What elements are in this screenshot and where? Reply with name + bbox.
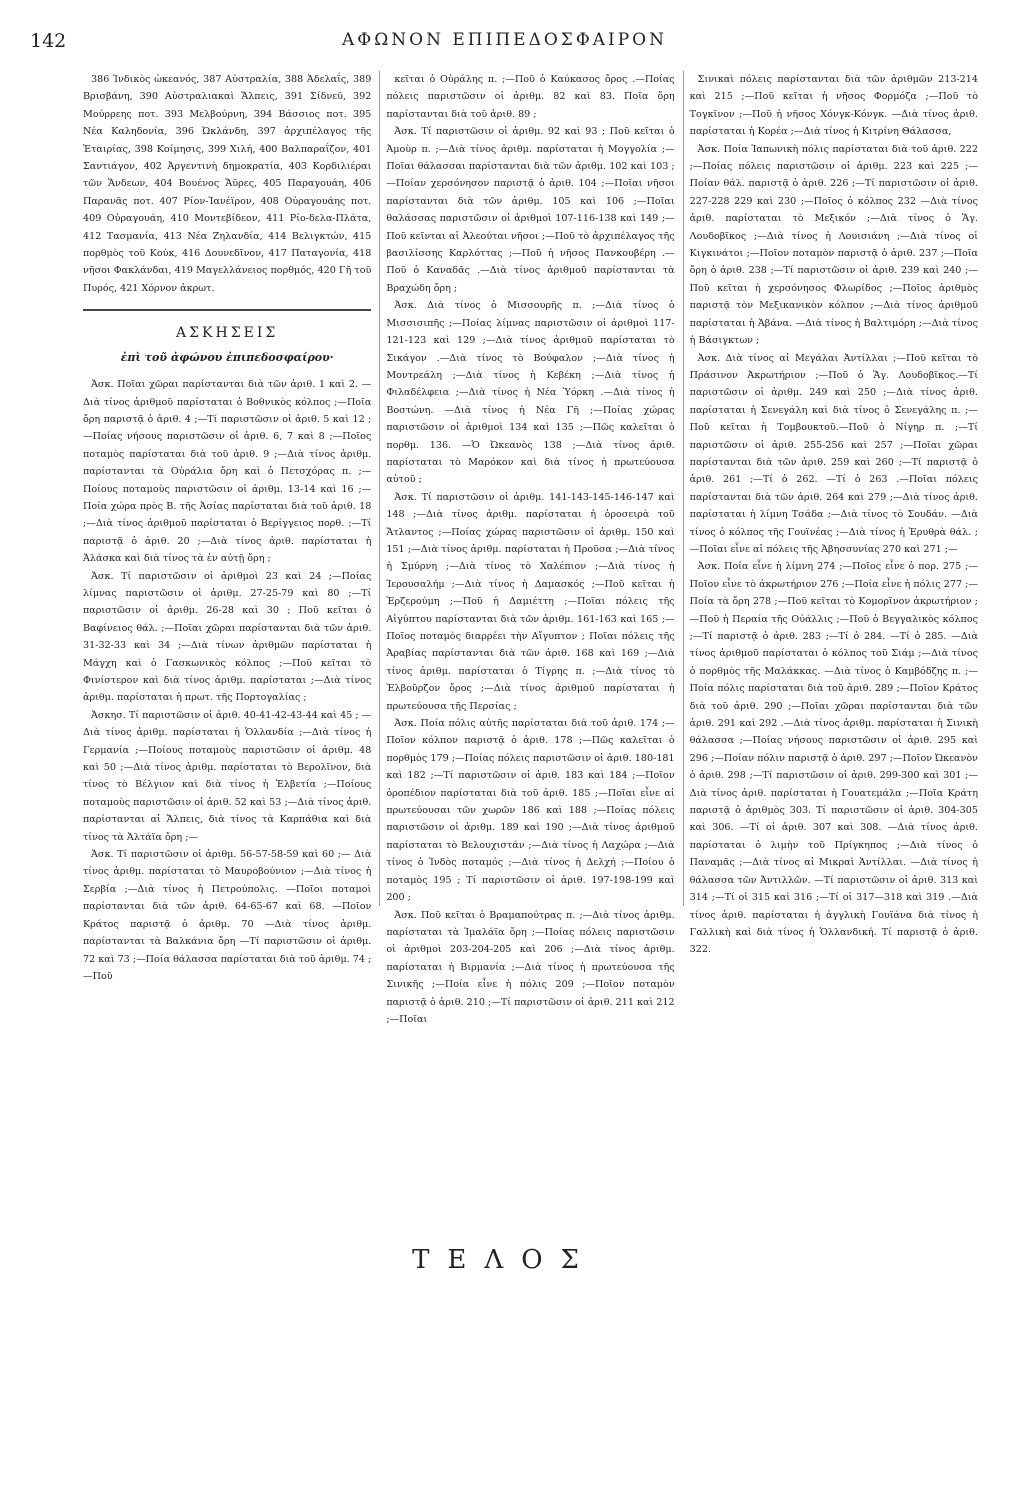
end-word: ΤΕΛΟΣ <box>412 1245 597 1275</box>
exercise-paragraph: Ἀσκ. Ποῖαι χῶραι παρίστανται διὰ τῶν ἀριθ. 1 καὶ 2. —Διὰ τίνος ἀριθμοῦ παρίσταται ὁ Βοθνικὸς κόλπος ;—Ποῖα ὄρη παριστᾷ ὁ ἀριθ. 4 ;—Τί παριστῶσιν οἱ ἀριθ. 5 καὶ 12 ;—Ποίας νήσους παριστῶσιν οἱ ἀριθ. 6, 7 καὶ 8 ;—Ποῖος ποταμὸς παρίσταται διὰ τοῦ ἀριθ. 9 ;—Διὰ τίνος ἀριθμ. παρίστανται τὰ Οὐράλια ὄρη καὶ ὁ Πετσχόρας π. ;—Ποίους ποταμοὺς παριστῶσιν οἱ ἀριθμ. 13-14 καὶ 16 ;—Ποία χώρα πρὸς Β. τῆς Ἀσίας παρίσταται διὰ τοῦ ἀριθ. 18 ;—Διὰ τίνος ἀριθμοῦ παρίσταται ὁ Βερίγγειος πορθ. ;—Τί παριστᾷ ὁ ἀριθ. 20 ;—Διὰ τίνος ἀριθ. παρίσταται ἡ Ἀλάσκα καὶ διὰ τίνος τὰ ἐν αὐτῇ ὄρη ; <box>83 379 372 565</box>
exercise-paragraph: Ἀσκ. Τί παριστῶσιν οἱ ἀριθμ. 56-57-58-59 καὶ 60 ;— Διὰ τίνος ἀριθμ. παρίσταται τὸ Μαυροβούνιον ;—Διὰ τίνος ἡ Σερβία ;—Διὰ τίνος ἡ Πετρούπολις. —Ποῖοι ποταμοὶ παρίστανται διὰ τῶν ἀριθ. 64-65-67 καὶ 68. —Ποῖον Κράτος παριστᾷ ὁ ἀριθμ. 70 —Διὰ τίνος ἀριθμ. παρίστανται τὰ Βαλκάνια ὄρη —Τί παριστῶσιν οἱ ἀριθμ. 72 καὶ 73 ;—Ποία θάλασσα παρίσταται διὰ τοῦ ἀριθμ. 74 ;—Ποῦ <box>83 849 372 982</box>
exercise-paragraph: Ἀσκ. Τί παριστῶσιν οἱ ἀριθμ. 92 καὶ 93 ; Ποῦ κεῖται ὁ Ἀμοὺρ π. ;—Διὰ τίνος ἀριθμ. παρίσταται ἡ Μογγολία ;—Ποῖαι θάλασσαι παρίστανται διὰ τῶν ἀριθμ. 102 καὶ 103 ;—Ποίαν χερσόνησον παριστᾷ ὁ ἀριθ. 104 ;—Ποῖαι νῆσοι παρίστανται διὰ τῶν ἀριθμ. 105 καὶ 106 ;—Ποῖαι θαλάσσας παριστῶσιν οἱ ἀριθμοὶ 107-116-138 καὶ 149 ;—Ποῦ κεῖνται αἱ Ἀλεούται νῆσοι ;—Ποῦ τὸ ἀρχιπέλαγος τῆς βασιλίσσης Καρλόττας ;—Ποῦ ἡ νῆσος Πανκουβέρη .—Ποῦ ὁ Καναδᾶς .—Διὰ τίνος ἀριθμοῦ παρίστανται τὰ Βραχώδη ὄρη ; <box>386 126 675 294</box>
exercise-paragraph: Ἀσκησ. Τί παριστῶσιν οἱ ἀριθ. 40-41-42-43-44 καὶ 45 ; — Διὰ τίνος ἀριθμ. παρίσταται ἡ Ὁλλανδία ;—Διὰ τίνος ἡ Γερμανία ;—Ποίους ποταμοὺς παριστῶσιν οἱ ἀριθμ. 48 καὶ 50 ;—Διὰ τίνος ἀριθμ. παρίσταται τὸ Βερολῖνον, διὰ τίνος τὸ Βέλγιον καὶ διὰ τίνος ἡ Ἑλβετία ;—Ποίους ποταμοὺς παριστῶσιν οἱ ἀριθ. 52 καὶ 53 ;—Διὰ τίνος ἀριθ. παρίστανται αἱ Ἄλπεις, διὰ τίνος τὰ Καρπάθια καὶ διὰ τίνος τὰ Ἀλτάϊα ὄρη ;— <box>83 709 372 843</box>
exercise-paragraph: Σινικαὶ πόλεις παρίστανται διὰ τῶν ἀριθμῶν 213-214 καὶ 215 ;—Ποῦ κεῖται ἡ νῆσος Φορμόζα ;—Ποῦ τὸ Τογκῖνον ;—Ποῦ ἡ νῆσος Χόνγκ-Κόνγκ. —Διὰ τίνος ἀριθ. παρίσταται ἡ Κορέα ;—Διὰ τίνος ἡ Κιτρίνη Θάλασσα, <box>689 74 978 138</box>
section-subtitle: ἐπὶ τοῦ ἀφώνου ἐπιπεδοσφαίρου· <box>120 350 334 364</box>
section-title: ΑΣΚΗΣΕΙΣ <box>176 325 279 342</box>
exercise-paragraph: Ἀσκ. Ποία εἶνε ἡ λίμνη 274 ;—Ποῖος εἶνε ὁ πορ. 275 ;—Ποῖον εἶνε τὸ ἀκρωτήριον 276 ;—Ποία εἶνε ἡ πόλις 277 ;—Ποία τὰ ὄρη 278 ;—Ποῦ κεῖται τὸ Κομορῖνον ἀκρωτήριον ;—Ποῦ ἡ Περαία τῆς Οὐάλλις ;—Ποῦ ὁ Βεγγαλικὸς κόλπος ;—Τί παριστᾷ ὁ ἀριθ. 283 ;—Τί ὁ 284. —Τί ὁ 285. —Διὰ τίνος ἀριθμοῦ παρίσταται ὁ κόλπος τοῦ Σιάμ ;—Διὰ τίνος ὁ πορθμὸς τῆς Μαλάκκας. —Διὰ τίνος ὁ Καμβόδζης π. ;—Ποία πόλις παρίσταται διὰ τοῦ ἀριθ. 289 ;—Ποῖον Κράτος διὰ τοῦ ἀριθ. 290 ;—Ποῖαι χῶραι παρίστανται διὰ τῶν ἀριθ. 291 καὶ 292 .—Διὰ τίνος ἀριθμ. παρίσταται ἡ Σινικὴ θάλασσα ;—Ποίας νήσους παριστῶσιν οἱ ἀριθ. 295 καὶ 296 ;—Ποίαν πόλιν παριστᾷ ὁ ἀριθ. 297 ;—Ποῖον Ὠκεανὸν ὁ ἀριθ. 298 ;—Τί παριστῶσιν οἱ ἀριθ. 299-300 καὶ 301 ;—Διὰ τίνος ἀριθ. παρίσταται ἡ Γουατεμάλα ;—Ποῖα Κράτη παριστᾷ ὁ ἀριθμὸς 303. Τί παριστῶσιν οἱ ἀριθ. 304-305 καὶ 306. —Τί οἱ ἀριθ. 307 καὶ 308. —Διὰ τίνος ἀριθ. παρίσταται ὁ λιμὴν τοῦ Πρίγκηπος ;—Διὰ τίνος ὁ Παναμᾶς ;—Διὰ τίνος αἱ Μικραὶ Ἀντίλλαι. —Διὰ τίνος ἡ θάλασσα τῶν Ἀντιλλῶν. —Τί παριστῶσιν οἱ ἀριθ. 313 καὶ 314 ;—Τί οἱ 315 καὶ 316 ;—Τί οἱ 317—318 καὶ 319 .—Διὰ τίνος ἀριθ. παρίσταται ἡ ἀγγλικὴ Γουϊάνα διὰ τίνος ἡ Γαλλικὴ καὶ διὰ τίνος ἡ Ὁλλανδική. Τί παριστᾷ ὁ ἀριθ. 322. <box>689 561 978 956</box>
exercise-paragraph: Ἀσκ. Ποία Ἰαπωνικὴ πόλις παρίσταται διὰ τοῦ ἀριθ. 222 ;—Ποίας πόλεις παριστῶσιν οἱ ἀριθμ. 223 καὶ 225 ;—Ποίαν θάλ. παριστᾷ ὁ ἀριθ. 226 ;—Τί παριστῶσιν οἱ ἀριθ. 227-228 229 καὶ 230 ;—Ποῖος ὁ κόλπος 232 —Διὰ τίνος ἀριθ. παρίσταται τὸ Μεξικόν ;—Διὰ τίνος ὁ Ἅγ. Λουδοβῖκος ;—Διὰ τίνος ἡ Λουισιάνη ;—Διὰ τίνος οἱ Κιγκινάτοι ;—Ποῖον ποταμὸν παριστᾷ ὁ ἀριθ. 237 ;—Ποῖα ὄρη ὁ ἀριθ. 238 ;—Τί παριστῶσιν οἱ ἀριθ. 239 καὶ 240 ;—Ποῦ κεῖται ἡ χερσόνησος Φλωρίδος ;—Ποῖος ἀριθμὸς παριστᾷ τὸν Μεξικανικὸν κόλπον ;—Διὰ τίνος ἀριθμοῦ παρίσταται ἡ Ἀβάνα. —Διὰ τίνος ἡ Βαλτιμόρη ;—Διὰ τίνος ἡ Βάσιγκτων ; <box>689 143 978 347</box>
page-number: 142 <box>30 30 67 52</box>
running-title: ΑΦΩΝΟΝ ΕΠΙΠΕΔΟΣΦΑΙΡΟΝ <box>342 30 667 50</box>
exercise-paragraph: Ἀσκ. Διὰ τίνος αἱ Μεγάλαι Ἀντίλλαι ;—Ποῦ κεῖται τὸ Πράσινον Ἀκρωτήριον ;—Ποῦ ὁ Ἅγ. Λουδοβῖκος.—Τί παριστῶσιν οἱ ἀριθμ. 249 καὶ 250 ;—Διὰ τίνος ἀριθ. παρίσταται ἡ Σενεγάλη καὶ διὰ τίνος ὁ Σενεγάλης π. ;—Ποῦ κεῖται ἡ Τομβουκτοῦ.—Ποῦ ὁ Νίγηρ π. ;—Τί παριστῶσιν οἱ ἀριθ. 255-256 καὶ 257 ;—Ποῖαι χῶραι παρίστανται διὰ τῶν ἀριθ. 259 καὶ 260 ;—Τί παριστᾷ ὁ ἀριθ. 261 ;—Τί ὁ 262. —Τί ὁ 263 .—Ποῖαι πόλεις παρίστανται διὰ τῶν ἀριθ. 264 καὶ 279 ;—Διὰ τίνος ἀριθ. παρίσταται ἡ λίμνη Τσάδα ;—Διὰ τίνος τὸ Σουδάν. —Διὰ τίνος ὁ κόλπος τῆς Γουϊνέας ;—Διὰ τίνος ἡ Ἐρυθρὰ θάλ. ;—Ποῖαι εἶνε αἱ πόλεις τῆς Ἀβησσυνίας 270 καὶ 271 ;— <box>689 352 978 555</box>
exercise-paragraph: Ἀσκ. Τί παριστῶσιν οἱ ἀριθμοὶ 23 καὶ 24 ;—Ποίας λίμνας παριστῶσιν οἱ ἀριθμ. 27-25-79 καὶ 80 ;—Τί παριστῶσιν οἱ ἀριθμ. 26-28 καὶ 30 ; Ποῦ κεῖται ὁ Βαφίνειος θάλ. ;—Ποῖαι χῶραι παρίστανται διὰ τῶν ἀριθ. 31-32-33 καὶ 34 ;—Διὰ τίνων ἀριθμῶν παρίσταται ἡ Μάγχη καὶ ὁ Γασκωνικὸς κόλπος ;—Ποῦ κεῖται τὸ Φινίστερον καὶ διὰ τίνος ἀριθμ. παρίσταται ;—Διὰ τίνος ἀριθμ. παρίσταται ἡ πρωτ. τῆς Πορτογαλίας ; <box>83 570 372 704</box>
left-column <box>83 71 372 982</box>
exercise-paragraph: Ἀσκ. Ποία πόλις αὐτῆς παρίσταται διὰ τοῦ ἀριθ. 174 ;—Ποῖον κόλπον παριστᾷ ὁ ἀριθ. 178 ;—Πῶς καλεῖται ὁ πορθμὸς 179 ;—Ποίας πόλεις παριστῶσιν οἱ ἀριθ. 180-181 καὶ 182 ;—Τί παριστῶσιν οἱ ἀριθ. 183 καὶ 184 ;—Ποῖον ὀροπέδιον παρίσταται διὰ τοῦ ἀριθ. 185 ;—Ποῖαι εἶνε αἱ πρωτεύουσαι τῶν χωρῶν 186 καὶ 188 ;—Ποίας πόλεις παριστῶσιν οἱ ἀριθμ. 189 καὶ 190 ;—Διὰ τίνος ἀριθμοῦ παρίσταται τὸ Βελουχιστάν ;—Διὰ τίνος ἡ Λαχώρα ;—Διὰ τίνος ὁ Ἰνδὸς ποταμός ;—Διὰ τίνος ἡ Δελχή ;—Ποίου ὁ ποταμὸς 195 ; Τί παριστῶσιν οἱ ἀριθ. 197-198-199 καὶ 200 ; <box>386 718 675 904</box>
text-columns <box>83 71 978 1025</box>
exercise-paragraph: Ἀσκ. Διὰ τίνος ὁ Μισσουρῆς π. ;—Διὰ τίνος ὁ Μισσισιπῆς ;—Ποίας λίμνας παριστῶσιν οἱ ἀριθμοὶ 117-121-123 καὶ 129 ;—Διὰ τίνος ἀριθμοῦ παρίσταται τὸ Σικάγον .—Διὰ τίνος τὸ Βούφαλον ;—Διὰ τίνος ἡ Μοντρεάλη ;—Διὰ τίνος ἡ Κεβέκη ;—Διὰ τίνος ἡ Φιλαδέλφεια ;—Διὰ τίνος ἡ Νέα Ὑόρκη .—Διὰ τίνος ἡ Βοστώνη. —Διὰ τίνος ἡ Νέα Γῆ ;—Ποίας χώρας παριστῶσιν οἱ ἀριθμοὶ 134 καὶ 135 ;—Πῶς καλεῖται ὁ πορθμ. 136. —Ὁ Ὠκεανὸς 138 ;—Διὰ τίνος ἀριθ. παρίσταται τὸ Μαρόκον καὶ διὰ τίνος ἡ πρωτεύουσα αὐτοῦ ; <box>386 300 675 486</box>
exercise-paragraph: Ἀσκ. Τί παριστῶσιν οἱ ἀριθμ. 141-143-145-146-147 καὶ 148 ;—Διὰ τίνος ἀριθμ. παρίσταται ἡ ὀροσειρὰ τοῦ Ἄτλαντος ;—Ποίας χώρας παριστῶσιν οἱ ἀριθμ. 150 καὶ 151 ;—Διὰ τίνος ἀριθμ. παρίσταται ἡ Προῦσα ;—Διὰ τίνος ἡ Σμύρνη ;—Διὰ τίνος τὸ Χαλέπιον ;—Διὰ τίνος ἡ Ἱερουσαλήμ ;—Διὰ τίνος ἡ Δαμασκός ;—Ποῦ κεῖται ἡ Ἐρζερούμη ;—Ποῦ ἡ Δαμιέττη ;—Ποῖαι πόλεις τῆς Αἰγύπτου παρίστανται διὰ τῶν ἀριθμ. 161-163 καὶ 165 ;—Ποῖος ποταμὸς διαρρέει τὴν Αἴγυπτον ; Ποῖαι πόλεις τῆς Ἀραβίας παρίστανται διὰ τῶν ἀριθ. 168 καὶ 169 ;—Διὰ τίνος ἀριθμ. παρίσταται ὁ Τίγρης π. ;—Διὰ τίνος τὸ Ἐλβοῦρζον ὄρος ;—Διὰ τίνος ἀριθμοῦ παρίσταται ἡ πρωτεύουσα τῆς Περσίας ; <box>386 491 675 712</box>
middle-column <box>379 71 675 1025</box>
exercise-paragraph: κεῖται ὁ Οὐράλης π. ;—Ποῦ ὁ Καύκασος ὄρος .—Ποίας πόλεις παριστῶσιν οἱ ἀριθμ. 82 καὶ 83. Ποῖα ὄρη παρίστανται διὰ τοῦ ἀριθ. 89 ; <box>386 74 675 120</box>
section-divider <box>83 309 371 311</box>
right-column <box>683 71 978 956</box>
index-list-paragraph: 386 Ἰνδικὸς ὠκεανός, 387 Αὐστραλία, 388 Ἀδελαΐς, 389 Βρισβάνη, 390 Αὐστραλιακαὶ Ἄλπεις, 391 Σίδνεϋ, 392 Μούρρεης ποτ. 393 Μελβούρνη, 394 Βάσσιος ποτ. 395 Νέα Καληδονία, 396 Ὠκλάνδη, 397 ἀρχιπέλαγος τῆς Ἑταιρίας, 398 Κοίμησις, 399 Χιλή, 400 Βαλπαραΐζον, 401 Σαντιάγον, 402 Ἀργεντινὴ δημοκρατία, 403 Κορδιλιέραι τῶν Ἄνδεων, 404 Βουένος Ἄϋρες, 405 Παραγουάη, 406 Παρανᾶς ποτ. 407 Ρίον-Ἰανέϊρον, 408 Οὐραγουάης ποτ. 409 Οὐραγουάη, 410 Μοντεβίδεον, 411 Ρίο-δελα-Πλάτα, 412 Τασμανία, 413 Νέα Ζηλανδία, 414 Βελιγκτών, 415 πορθμὸς τοῦ Κούκ, 416 Δουνεδῖνον, 417 Παταγονία, 418 νῆσοι Φακλάνδαι, 419 Μαγελλάνειος πορθμός, 420 Γῆ τοῦ Πυρός, 421 Χόρνον ἀκρωτ. <box>83 74 372 294</box>
exercise-paragraph: Ἀσκ. Ποῦ κεῖται ὁ Βραμαπούτρας π. ;—Διὰ τίνος ἀριθμ. παρίσταται τὰ Ἱμαλάϊα ὄρη ;—Ποίας πόλεις παριστῶσιν οἱ ἀριθμοὶ 203-204-205 καὶ 206 ;—Διὰ τίνος ἀριθμ. παρίσταται ἡ Βιρμανία ;—Διὰ τίνος ἡ πρωτεύουσα τῆς Σινικῆς ;—Ποία εἶνε ἡ πόλις 209 ;—Ποῖον ποταμὸν παριστᾷ ὁ ἀριθ. 210 ;—Τί παριστῶσιν οἱ ἀριθ. 211 καὶ 212 ;—Ποῖαι <box>386 909 675 1025</box>
